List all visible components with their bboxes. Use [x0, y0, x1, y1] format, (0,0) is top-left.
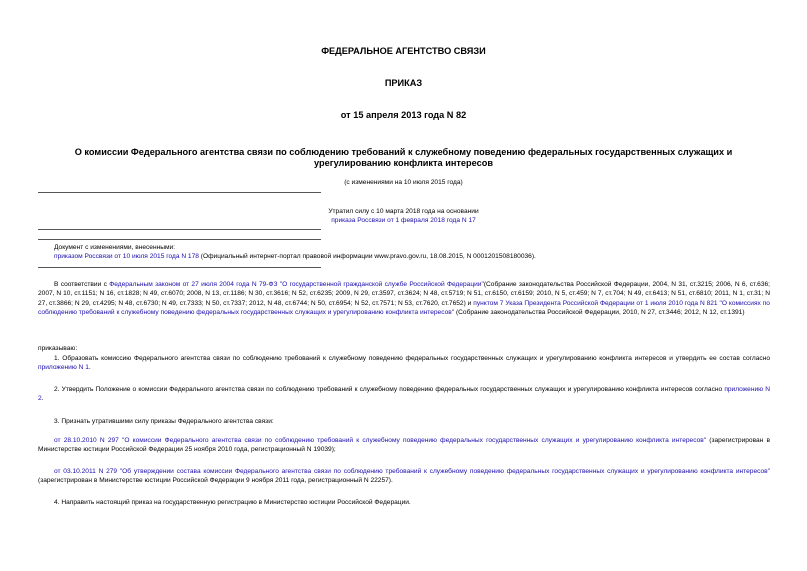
appendix-1-link[interactable]: приложению N 1	[38, 364, 89, 372]
item-1-end: .	[88, 364, 91, 372]
item-1-text: 1. Образовать комиссию Федерального агентства связи по соблюдению требований к служебному поведению федеральных государственных служащих и урегулированию конфликта интересов и утвердить ее состав согласно	[54, 355, 770, 362]
item-4: 4. Направить настоящий приказ на государственную регистрацию в Министерство юстиции Российской Федерации.	[54, 499, 411, 506]
appendix-2-link[interactable]: приложению N 2	[38, 386, 770, 403]
presidential-decree-link[interactable]: пунктом 7 Указа Президента Российской Федерации от 1 июля 2010 года N 821 "О комиссиях по соблюдению требований к служебному поведению федеральных государственных служащих и урегулированию конфликта интересов"	[38, 299, 770, 317]
repeal-order-link[interactable]: приказа Россвязи от 1 февраля 2018 года N 17	[331, 217, 476, 225]
divider	[38, 229, 321, 230]
divider	[38, 239, 321, 240]
repeal-status	[300, 207, 507, 226]
preamble	[38, 280, 770, 318]
amendments-note: (с изменениями на 10 июля 2015 года)	[344, 179, 463, 186]
federal-law-link[interactable]: Федеральным законом от 27 июля 2004 года N 79-ФЗ "О государственной гражданской службе Российской Федерации"	[109, 281, 484, 288]
item-3a	[38, 436, 770, 455]
item-3a-tail: (зарегистрирован в Министерстве юстиции Российской Федерации 25 ноября 2010 года, регистрационный N 19039);	[38, 437, 771, 454]
item-1	[38, 354, 770, 373]
item-3b	[38, 467, 770, 486]
order-297-link[interactable]: от 28.10.2010 N 297 "О комиссии Федерального агентства связи по соблюдению требований к служебному поведению федеральных государственных служащих и урегулированию конфликта интересов"	[54, 437, 707, 444]
preamble-text: В соответствии с	[54, 281, 110, 288]
item-3: 3. Признать утратившими силу приказы Федерального агентства связи:	[54, 418, 274, 425]
item-3b-tail: (зарегистрирован в Министерстве юстиции Российской Федерации 9 ноября 2011 года, регистрационный N 22257).	[38, 477, 393, 485]
repeal-status-text: Утратил силу с 10 марта 2018 года на основании	[328, 208, 479, 215]
changes-intro: Документ с изменениями, внесенными:	[54, 244, 176, 251]
order-279-link[interactable]: от 03.10.2011 N 279 "Об утверждении состава комиссии Федерального агентства связи по соблюдению требований к служебному поведению федеральных государственных служащих и урегулированию конфликта интересов"	[54, 468, 770, 475]
item-2	[38, 385, 770, 404]
agency-name: ФЕДЕРАЛЬНОЕ АГЕНТСТВО СВЯЗИ	[321, 46, 486, 56]
document-title: О комиссии Федерального агентства связи по соблюдению требований к служебному поведению федеральных государственных служащих и урегулированию конфликта интересов	[74, 147, 733, 168]
item-2-text: 2. Утвердить Положение о комиссии Федерального агентства связи по соблюдению требований к служебному поведению федеральных государственных служащих и урегулированию конфликта интересов согласно	[54, 386, 725, 393]
changes-source: (Официальный интернет-портал правовой информации www.pravo.gov.ru, 18.08.2015, N 0001201508180036).	[198, 253, 536, 261]
divider	[38, 192, 321, 193]
changes-order-link[interactable]: приказом Россвязи от 10 июля 2015 года N 178	[54, 253, 199, 261]
document-date: от 15 апреля 2013 года N 82	[340, 110, 467, 120]
order-word: приказываю:	[38, 345, 78, 352]
preamble-tail: (Собрание законодательства Российской Федерации, 2010, N 27, ст.3446; 2012, N 12, ст.1391)	[454, 309, 745, 317]
changes-block	[54, 243, 774, 262]
item-2-end: .	[41, 395, 44, 403]
document-type: ПРИКАЗ	[384, 78, 423, 88]
divider	[38, 267, 321, 268]
preamble-sources: (Собрание законодательства Российской Федерации, 2004, N 31, ст.3215; 2006, N 6, ст.636; 2007, N 10, ст.1151; N 16, ст.1828; N 49, ст.6070; 2008, N 13, ст.1186; N 30, ст.3616; N 52, ст.6235; 2009, N 29, ст.3597, ст.3624; N 48, ст.5719; N 51, ст.6150, ст.6159; 2010, N 5, ст.459; N 7, ст.704; N 49, ст.6413; N 51, ст.6810; 2011, N 1, ст.31; N 27, ст.3866; N 29, ст.4295; N 48, ст.6730; N 49, ст.7333; N 50, ст.7337; 2012, N 48, ст.6744; N 50, ст.6954; N 52, ст.7571; N 53, ст.7620, ст.7652) и	[38, 281, 770, 307]
